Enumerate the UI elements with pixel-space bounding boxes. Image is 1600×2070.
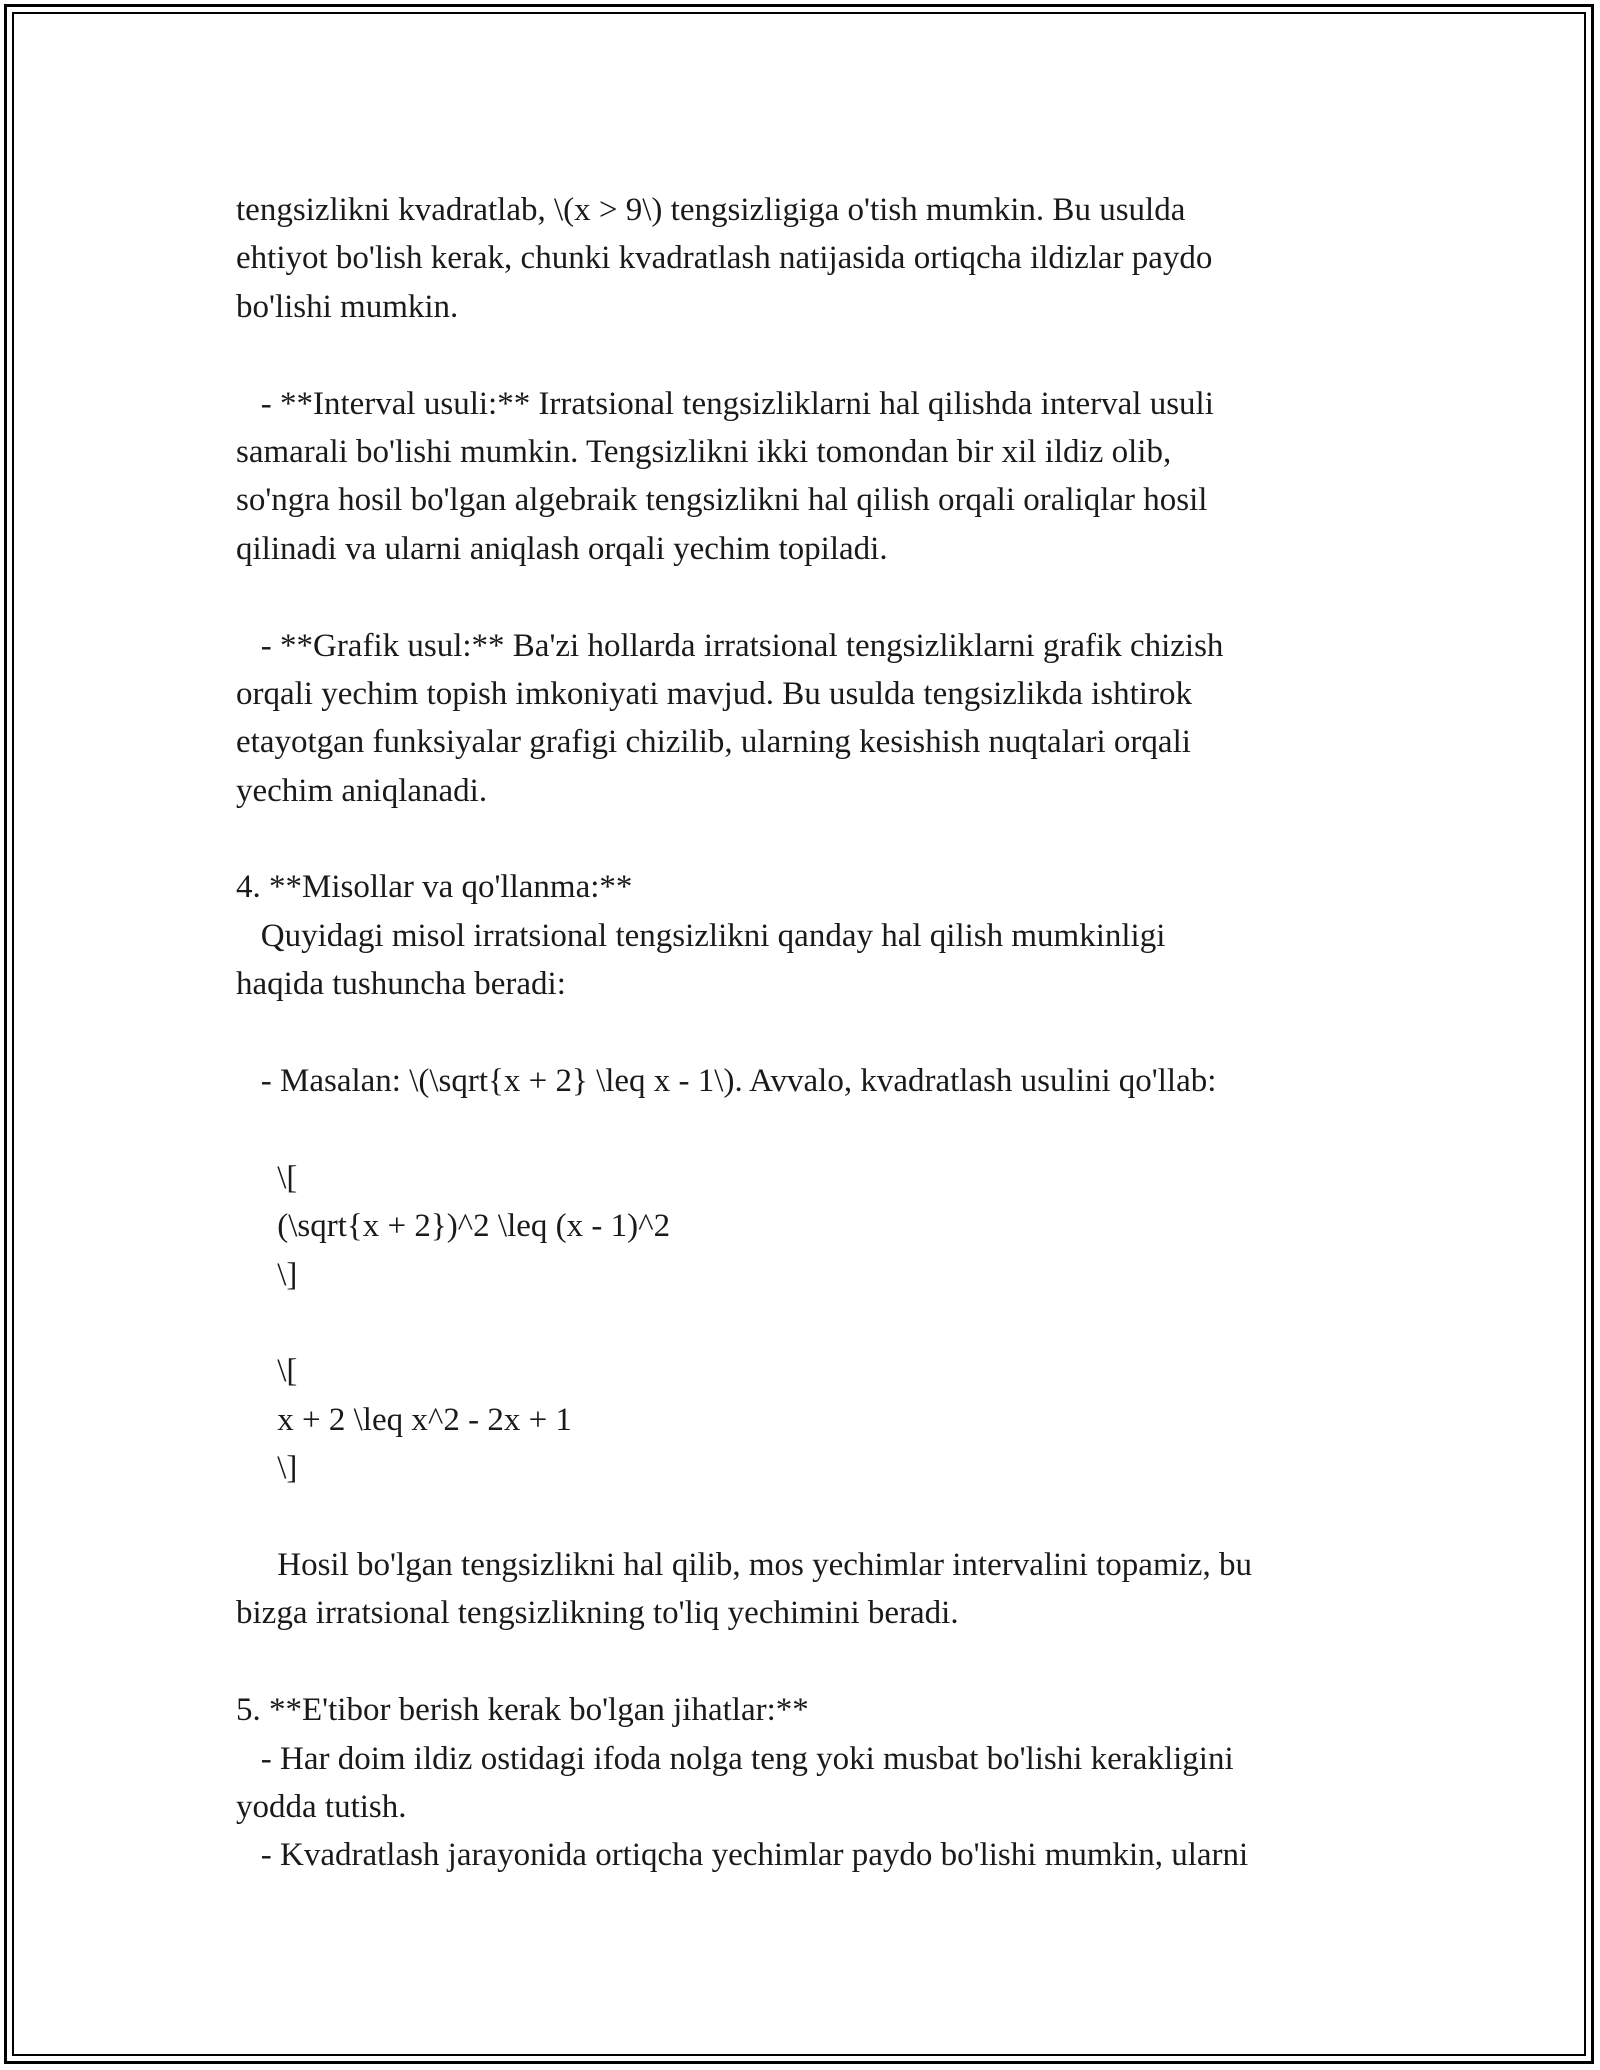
math-line: x + 2 \leq x^2 - 2x + 1 bbox=[236, 1401, 572, 1438]
blank-line bbox=[236, 1009, 1406, 1057]
document-body bbox=[236, 186, 1406, 1880]
text-line: - **Grafik usul:** Ba'zi hollarda irratsional tengsizliklarni grafik chizish bbox=[236, 627, 1224, 664]
text-line: samarali bo'lishi mumkin. Tengsizlikni ikki tomondan bir xil ildiz olib, bbox=[236, 433, 1172, 470]
text-line: etayotgan funksiyalar grafigi chizilib, ularning kesishish nuqtalari orqali bbox=[236, 724, 1191, 761]
math-line: (\sqrt{x + 2})^2 \leq (x - 1)^2 bbox=[236, 1208, 671, 1245]
text-line: ehtiyot bo'lish kerak, chunki kvadratlash natijasida ortiqcha ildizlar paydo bbox=[236, 240, 1213, 277]
math-line: \] bbox=[236, 1256, 298, 1293]
text-line: so'ngra hosil bo'lgan algebraik tengsizlikni hal qilish orqali oraliqlar hosil bbox=[236, 482, 1208, 519]
section-heading: 5. **E'tibor berish kerak bo'lgan jihatlar:** bbox=[236, 1692, 809, 1729]
math-line: \[ bbox=[236, 1159, 298, 1196]
text-line: - Masalan: \(\sqrt{x + 2} \leq x - 1\). Avvalo, kvadratlash usulini qo'llab: bbox=[236, 1063, 1217, 1100]
text-line: yechim aniqlanadi. bbox=[236, 772, 488, 809]
text-line: - Kvadratlash jarayonida ortiqcha yechimlar paydo bo'lishi mumkin, ularni bbox=[236, 1837, 1249, 1874]
math-line: \[ bbox=[236, 1353, 298, 1390]
section-heading: 4. **Misollar va qo'llanma:** bbox=[236, 869, 633, 906]
text-line: - **Interval usuli:** Irratsional tengsizliklarni hal qilishda interval usuli bbox=[236, 385, 1214, 422]
text-line: bizga irratsional tengsizlikning to'liq yechimini beradi. bbox=[236, 1595, 959, 1632]
blank-line bbox=[236, 1638, 1406, 1686]
math-line: \] bbox=[236, 1450, 298, 1487]
text-line: qilinadi va ularni aniqlash orqali yechim topiladi. bbox=[236, 530, 888, 567]
blank-line bbox=[236, 1105, 1406, 1153]
blank-line bbox=[236, 1299, 1406, 1347]
blank-line bbox=[236, 815, 1406, 863]
text-line: tengsizlikni kvadratlab, \(x > 9\) tengsizligiga o'tish mumkin. Bu usulda bbox=[236, 192, 1186, 228]
blank-line bbox=[236, 1493, 1406, 1541]
text-line: yodda tutish. bbox=[236, 1788, 407, 1825]
blank-line bbox=[236, 573, 1406, 621]
blank-line bbox=[236, 331, 1406, 379]
text-line: orqali yechim topish imkoniyati mavjud. Bu usulda tengsizlikda ishtirok bbox=[236, 675, 1192, 712]
text-line: bo'lishi mumkin. bbox=[236, 288, 459, 325]
text-line: haqida tushuncha beradi: bbox=[236, 966, 566, 1003]
text-line: Hosil bo'lgan tengsizlikni hal qilib, mos yechimlar intervalini topamiz, bu bbox=[236, 1546, 1252, 1583]
text-line: Quyidagi misol irratsional tengsizlikni qanday hal qilish mumkinligi bbox=[236, 917, 1166, 954]
text-line: - Har doim ildiz ostidagi ifoda nolga teng yoki musbat bo'lishi kerakligini bbox=[236, 1740, 1234, 1777]
